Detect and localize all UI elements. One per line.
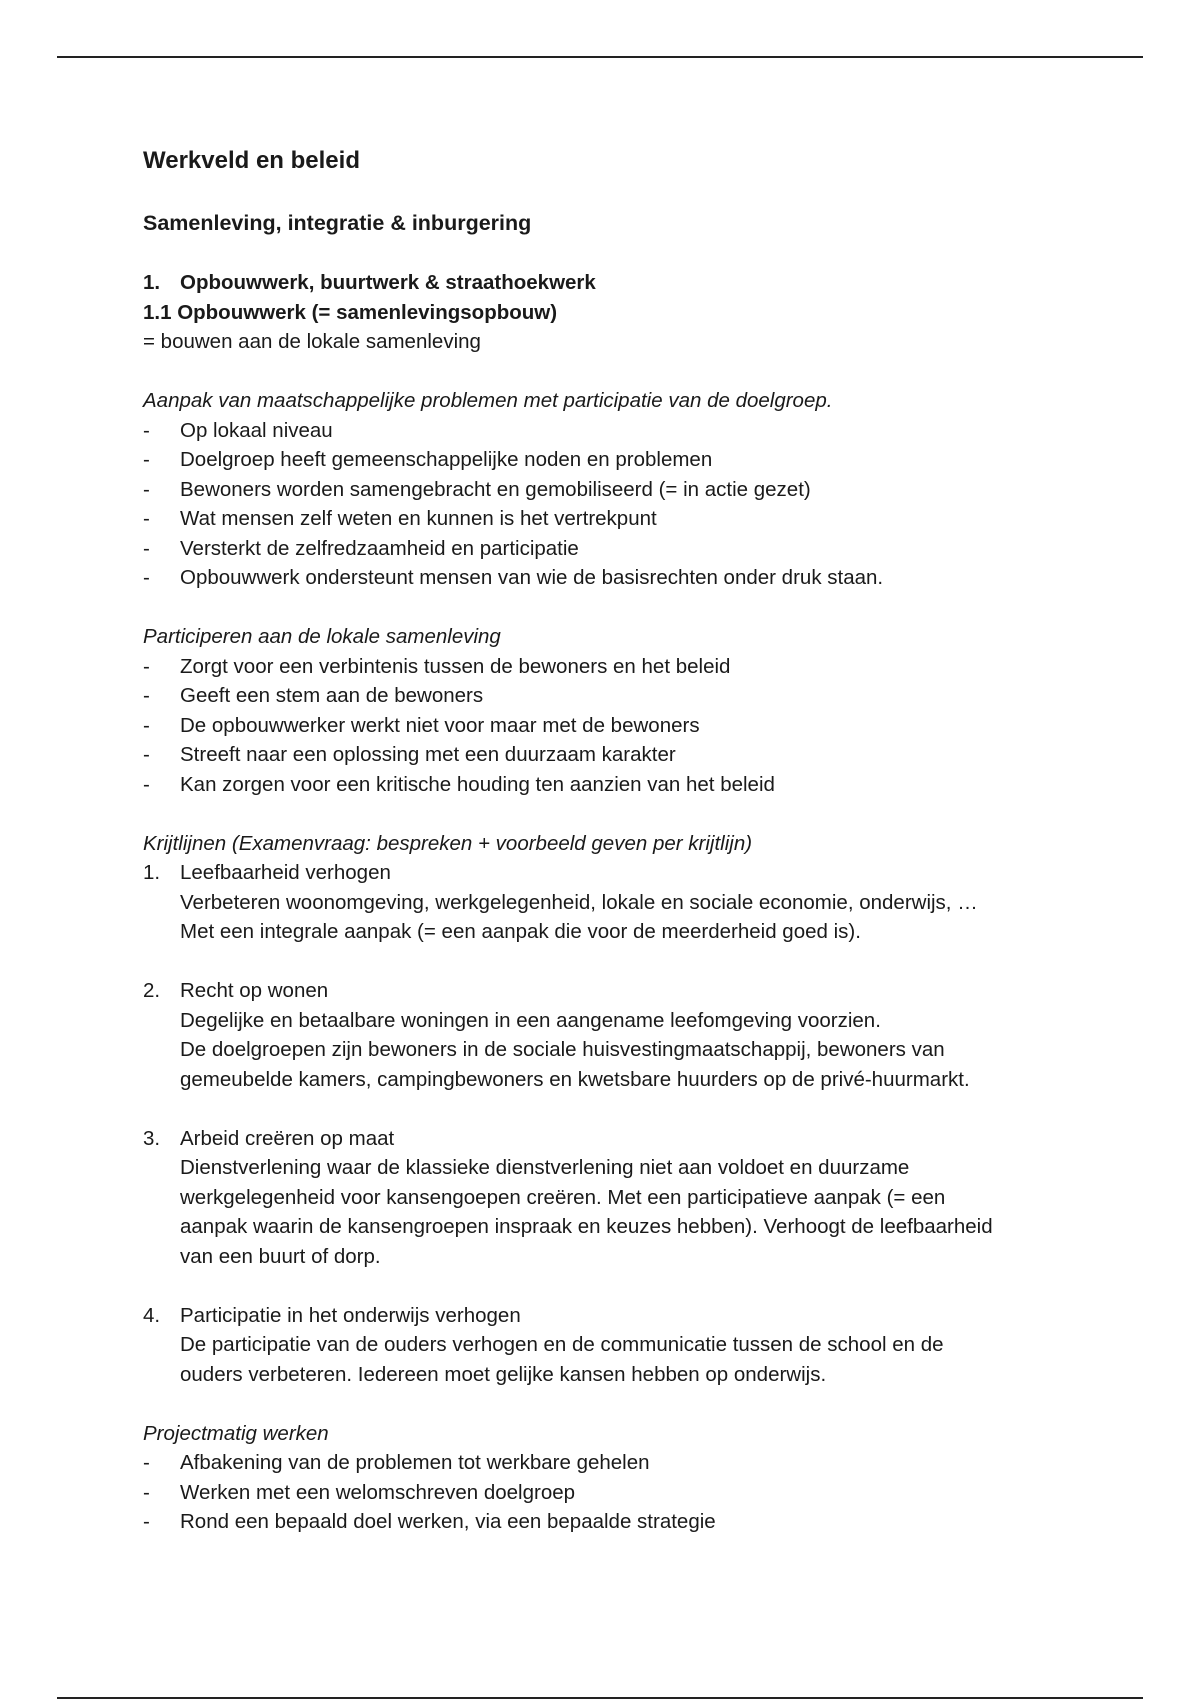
krijtlijnen-intro: Krijtlijnen (Examenvraag: bespreken + voorbeeld geven per krijtlijn): [143, 831, 753, 855]
item-line: werkgelegenheid voor kansengoepen creëren. Met een participatieve aanpak (= een: [180, 1185, 946, 1209]
list-item: - Wat mensen zelf weten en kunnen is het vertrekpunt: [143, 504, 1063, 534]
numbered-item: [143, 976, 1063, 1094]
list-item: - Versterkt de zelfredzaamheid en participatie: [143, 534, 1063, 564]
item-line: aanpak waarin de kansengroepen inspraak en keuzes hebben). Verhoogt de leefbaarheid: [180, 1215, 993, 1238]
item-line: Dienstverlening waar de klassieke dienstverlening niet aan voldoet en duurzame: [180, 1156, 910, 1179]
document-subtitle: Samenleving, integratie & inburgering: [143, 211, 532, 235]
bullet-marker: -: [143, 418, 150, 442]
section-heading-text: Opbouwwerk, buurtwerk & straathoekwerk: [180, 271, 596, 294]
item-number: 3.: [143, 1126, 161, 1150]
list-item: - Zorgt voor een verbintenis tussen de bewoners en het beleid: [143, 652, 1063, 682]
subsection-heading: 1.1 Opbouwwerk (= samenlevingsopbouw): [143, 300, 558, 324]
document-page: [143, 146, 1063, 1537]
list-item: - De opbouwwerker werkt niet voor maar met de bewoners: [143, 711, 1063, 741]
item-title: Arbeid creëren op maat: [180, 1126, 395, 1150]
projectmatig-intro: Projectmatig werken: [143, 1421, 329, 1445]
list-item: - Opbouwwerk ondersteunt mensen van wie de basisrechten onder druk staan.: [143, 563, 1063, 593]
list-item: - Werken met een welomschreven doelgroep: [143, 1478, 1063, 1508]
projectmatig-list: [143, 1448, 1063, 1537]
bullet-marker: -: [143, 1510, 150, 1533]
bullet-marker: -: [143, 713, 150, 737]
bullet-marker: -: [143, 654, 150, 678]
item-number: 1.: [143, 861, 161, 884]
definition-line: = bouwen aan de lokale samenleving: [143, 330, 481, 353]
bullet-marker: -: [143, 1480, 150, 1504]
list-item: - Doelgroep heeft gemeenschappelijke noden en problemen: [143, 445, 1063, 475]
bullet-marker: -: [143, 507, 150, 530]
bullet-marker: -: [143, 477, 150, 501]
list-item: - Afbakening van de problemen tot werkbare gehelen: [143, 1448, 1063, 1478]
bullet-marker: -: [143, 536, 150, 560]
document-title: Werkveld en beleid: [143, 147, 360, 174]
item-title: Participatie in het onderwijs verhogen: [180, 1303, 521, 1327]
numbered-item: [143, 1301, 1063, 1390]
bullet-marker: -: [143, 448, 150, 471]
item-line: van een buurt of dorp.: [180, 1244, 381, 1268]
list-item: - Streeft naar een oplossing met een duurzaam karakter: [143, 740, 1063, 770]
bullet-marker: -: [143, 684, 150, 707]
top-rule: [57, 56, 1143, 58]
item-line: Degelijke en betaalbare woningen in een aangename leefomgeving voorzien.: [180, 1008, 881, 1032]
section-number: 1.: [143, 271, 161, 294]
item-line: ouders verbeteren. Iedereen moet gelijke kansen hebben op onderwijs.: [180, 1362, 827, 1386]
item-line: gemeubelde kamers, campingbewoners en kwetsbare huurders op de privé-huurmarkt.: [180, 1067, 970, 1091]
item-number: 2.: [143, 979, 161, 1002]
aanpak-intro: Aanpak van maatschappelijke problemen met participatie van de doelgroep.: [143, 389, 833, 412]
list-item: - Rond een bepaald doel werken, via een bepaalde strategie: [143, 1507, 1063, 1537]
numbered-item: [143, 858, 1063, 947]
numbered-item: [143, 1124, 1063, 1272]
bullet-marker: -: [143, 772, 150, 796]
item-title: Recht op wonen: [180, 979, 329, 1002]
bullet-marker: -: [143, 743, 150, 766]
item-line: De participatie van de ouders verhogen en de communicatie tussen de school en de: [180, 1333, 944, 1356]
participeren-list: [143, 652, 1063, 800]
list-item: - Geeft een stem aan de bewoners: [143, 681, 1063, 711]
list-item: - Bewoners worden samengebracht en gemobiliseerd (= in actie gezet): [143, 475, 1063, 505]
section-heading: [143, 268, 1063, 298]
list-item: - Op lokaal niveau: [143, 416, 1063, 446]
item-number: 4.: [143, 1303, 161, 1327]
bottom-rule: [57, 1697, 1143, 1699]
item-line: De doelgroepen zijn bewoners in de sociale huisvestingmaatschappij, bewoners van: [180, 1038, 945, 1061]
item-title: Leefbaarheid verhogen: [180, 861, 391, 884]
participeren-intro: Participeren aan de lokale samenleving: [143, 625, 501, 648]
aanpak-list: [143, 416, 1063, 593]
list-item: - Kan zorgen voor een kritische houding ten aanzien van het beleid: [143, 770, 1063, 800]
bullet-marker: -: [143, 1451, 150, 1474]
bullet-marker: -: [143, 566, 150, 589]
item-line: Verbeteren woonomgeving, werkgelegenheid, lokale en sociale economie, onderwijs, …: [180, 890, 978, 914]
item-line: Met een integrale aanpak (= een aanpak die voor de meerderheid goed is).: [180, 920, 861, 943]
